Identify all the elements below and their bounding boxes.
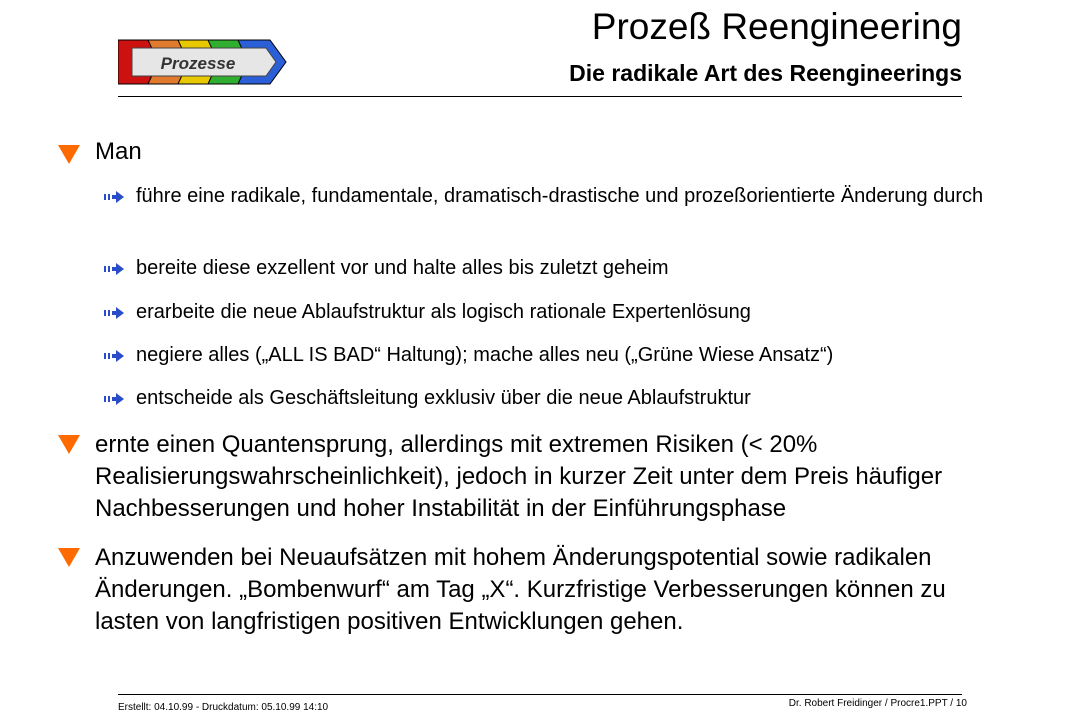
arrow-bullet-icon <box>104 263 124 275</box>
bullet-ernte: ernte einen Quantensprung, allerdings mit extremen Risiken (< 20% Realisierungswahrscheinlichkeit), jedoch in kurzer Zeit unter dem Preis häufiger Nachbesserungen und hoher Instabilität in der Einführungsphase <box>95 431 943 522</box>
footer-dates: Erstellt: 04.10.99 - Druckdatum: 05.10.99 14:10 <box>118 702 329 713</box>
prozesse-logo <box>118 38 288 86</box>
page-subtitle: Die radikale Art des Reengineerings <box>569 60 962 86</box>
footer-divider <box>118 694 962 695</box>
triangle-bullet-icon <box>58 548 80 567</box>
arrow-bullet-icon <box>104 191 124 203</box>
page-title: Prozeß Reengineering <box>591 6 962 47</box>
sub-bullet-4: negiere alles („ALL IS BAD“ Haltung); mache alles neu („Grüne Wiese Ansatz“) <box>136 344 834 366</box>
arrow-bullet-icon <box>104 350 124 362</box>
sub-bullet-3: erarbeite die neue Ablaufstruktur als logisch rationale Expertenlösung <box>136 301 751 323</box>
header-divider <box>118 96 962 97</box>
bullet-man: Man <box>95 138 142 165</box>
sub-bullet-2: bereite diese exzellent vor und halte alles bis zuletzt geheim <box>136 257 669 279</box>
sub-bullet-1: führe eine radikale, fundamentale, dramatisch-drastische und prozeßorientierte Änderung durch <box>136 185 984 207</box>
arrow-bullet-icon <box>104 393 124 405</box>
triangle-bullet-icon <box>58 145 80 164</box>
logo-text: Prozesse <box>160 54 236 73</box>
arrow-bullet-icon <box>104 307 124 319</box>
sub-bullet-5: entscheide als Geschäftsleitung exklusiv über die neue Ablaufstruktur <box>136 387 751 409</box>
bullet-anzuwenden: Anzuwenden bei Neuaufsätzen mit hohem Änderungspotential sowie radikalen Änderungen. „Bombenwurf“ am Tag „X“. Kurzfristige Verbesserungen können zu lasten von langfristigen positiven Entwicklungen gehen. <box>95 544 946 635</box>
triangle-bullet-icon <box>58 435 80 454</box>
footer-author-page: Dr. Robert Freidinger / Procre1.PPT / 10 <box>788 698 967 709</box>
